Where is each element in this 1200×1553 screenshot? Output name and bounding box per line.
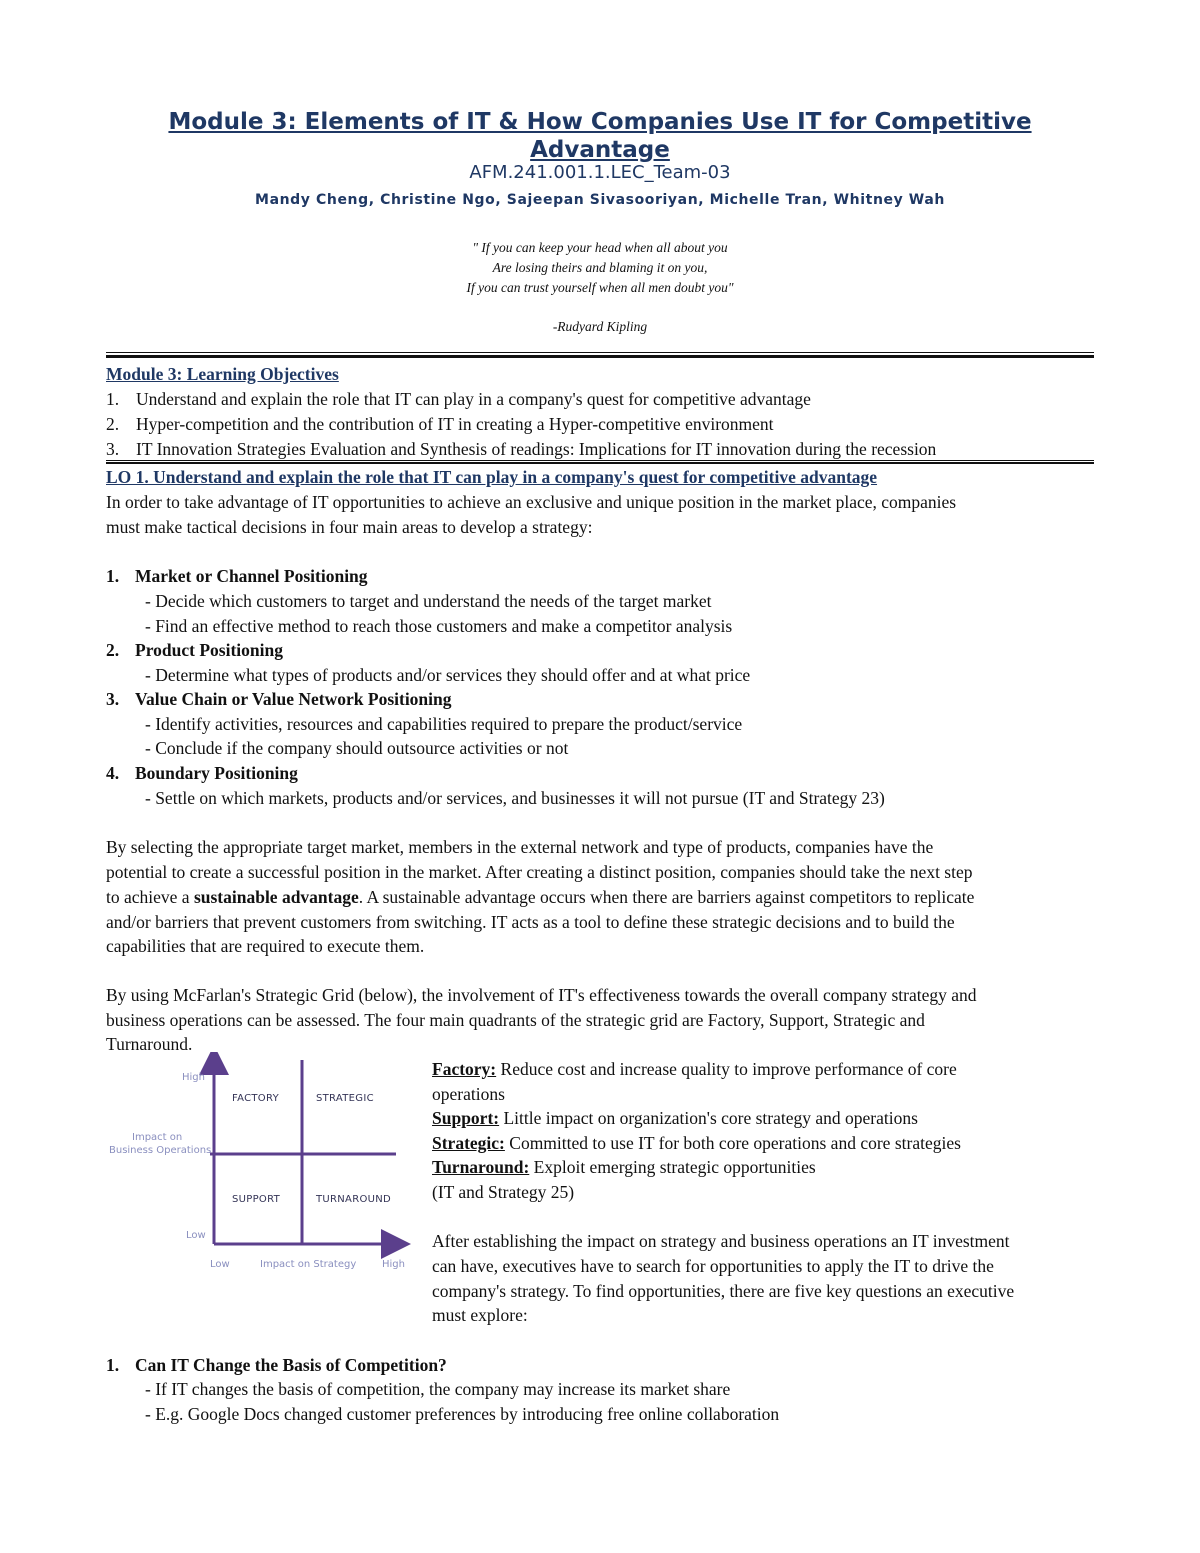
objective-item-3: IT Innovation Strategies Evaluation and Synthesis of readings: Implications for IT innovation during the recession [136, 439, 937, 459]
after-line-2: can have, executives have to search for opportunities to apply the IT to drive the [432, 1256, 994, 1276]
strategic-grid-axes [100, 1052, 420, 1282]
y-axis-label-1: Impact on [132, 1132, 183, 1143]
factory-text: Reduce cost and increase quality to improve performance of core [496, 1059, 957, 1079]
page-title-line-2: Advantage [530, 137, 670, 163]
quote-line-3: If you can trust yourself when all men doubt you" [466, 280, 734, 295]
quadrant-factory-label: FACTORY [232, 1093, 279, 1104]
para1-line-3-pre: to achieve a [106, 887, 194, 907]
para1-line-2: potential to create a successful position in the market. After creating a distinct position, companies should take the next step [106, 862, 973, 882]
para1-line-3 [106, 885, 974, 910]
after-line-4: must explore: [432, 1305, 528, 1325]
objective-number-1: 1. [106, 389, 120, 409]
objective-number-3: 3. [106, 439, 120, 459]
x-axis-label: Impact on Strategy [260, 1259, 357, 1270]
y-axis-label-2: Business Operations [109, 1145, 212, 1156]
turnaround-desc [432, 1155, 816, 1180]
factory-term: Factory: [432, 1059, 497, 1079]
para1-line-3-post: . A sustainable advantage occurs when there are barriers against competitors to replicate [358, 887, 975, 907]
para2-line-3: Turnaround. [106, 1034, 193, 1054]
para2-line-2: business operations can be assessed. The four main quadrants of the strategic grid are Factory, Support, Strategic and [106, 1010, 925, 1030]
after-line-1: After establishing the impact on strategy and business operations an IT investment [432, 1231, 1010, 1251]
question-1-point-2: - E.g. Google Docs changed customer preferences by introducing free online collaboration [145, 1404, 780, 1424]
area-number-1: 1. [106, 566, 120, 586]
quadrant-turnaround-label: TURNAROUND [316, 1194, 392, 1205]
area-3-point-1: - Identify activities, resources and capabilities required to prepare the product/service [145, 714, 743, 734]
area-2-point-1: - Determine what types of products and/or services they should offer and at what price [145, 665, 751, 685]
para1-line-5: capabilities that are required to execute them. [106, 936, 425, 956]
strategic-term: Strategic: [432, 1133, 505, 1153]
area-4-point-1: - Settle on which markets, products and/or services, and businesses it will not pursue (IT and Strategy 23) [145, 788, 885, 808]
quadrant-citation: (IT and Strategy 25) [432, 1182, 575, 1202]
divider-mid-thick [106, 462, 1094, 464]
quote-line-2: Are losing theirs and blaming it on you, [492, 260, 708, 275]
turnaround-text: Exploit emerging strategic opportunities [529, 1157, 816, 1177]
turnaround-term: Turnaround: [432, 1157, 530, 1177]
area-number-4: 4. [106, 763, 120, 783]
sustainable-advantage-term: sustainable advantage [193, 887, 359, 907]
lo1-intro-line-1: In order to take advantage of IT opportunities to achieve an exclusive and unique position in the market place, companies [106, 492, 957, 512]
strategic-grid-diagram [100, 1052, 420, 1282]
quote-line-1: " If you can keep your head when all about you [472, 240, 728, 255]
factory-desc-line-1 [432, 1057, 957, 1082]
quote-attribution: -Rudyard Kipling [552, 319, 648, 334]
area-number-3: 3. [106, 689, 120, 709]
author-list: Mandy Cheng, Christine Ngo, Sajeepan Sivasooriyan, Michelle Tran, Whitney Wah [255, 192, 945, 208]
y-high-label: High [182, 1072, 205, 1083]
after-line-3: company's strategy. To find opportunities, there are five key questions an executive [432, 1281, 1015, 1301]
strategic-desc [432, 1131, 961, 1156]
para1-line-4: and/or barriers that prevent customers from switching. IT acts as a tool to define these strategic decisions and to build the [106, 912, 955, 932]
divider-mid-thin [106, 460, 1094, 461]
page-title-line-1: Module 3: Elements of IT & How Companies Use IT for Competitive [168, 109, 1032, 135]
area-number-2: 2. [106, 640, 120, 660]
area-title-4: Boundary Positioning [135, 763, 298, 783]
question-number-1: 1. [106, 1355, 120, 1375]
divider-top-thin [106, 352, 1094, 353]
question-title-1: Can IT Change the Basis of Competition? [135, 1355, 447, 1375]
question-1-point-1: - If IT changes the basis of competition, the company may increase its market share [145, 1379, 731, 1399]
lo1-intro-line-2: must make tactical decisions in four main areas to develop a strategy: [106, 517, 593, 537]
support-desc [432, 1106, 918, 1131]
strategic-text: Committed to use IT for both core operations and core strategies [504, 1133, 961, 1153]
area-1-point-1: - Decide which customers to target and understand the needs of the target market [145, 591, 712, 611]
objective-number-2: 2. [106, 414, 120, 434]
para1-line-1: By selecting the appropriate target market, members in the external network and type of products, companies have the [106, 837, 934, 857]
quadrant-strategic-label: STRATEGIC [316, 1093, 374, 1104]
para2-line-1: By using McFarlan's Strategic Grid (below), the involvement of IT's effectiveness towards the overall company strategy and [106, 985, 977, 1005]
objective-item-1: Understand and explain the role that IT can play in a company's quest for competitive advantage [136, 389, 811, 409]
area-3-point-2: - Conclude if the company should outsource activities or not [145, 738, 569, 758]
area-title-2: Product Positioning [135, 640, 283, 660]
area-1-point-2: - Find an effective method to reach those customers and make a competitor analysis [145, 616, 733, 636]
area-title-3: Value Chain or Value Network Positioning [135, 689, 452, 709]
quadrant-support-label: SUPPORT [232, 1194, 281, 1205]
y-low-label: Low [186, 1230, 206, 1241]
objectives-heading: Module 3: Learning Objectives [106, 364, 339, 384]
area-title-1: Market or Channel Positioning [135, 566, 368, 586]
support-text: Little impact on organization's core strategy and operations [499, 1108, 918, 1128]
support-term: Support: [432, 1108, 500, 1128]
x-low-label: Low [210, 1259, 230, 1270]
lo1-heading: LO 1. Understand and explain the role that IT can play in a company's quest for competitive advantage [106, 467, 878, 487]
objective-item-2: Hyper-competition and the contribution of IT in creating a Hyper-competitive environment [136, 414, 774, 434]
x-high-label: High [382, 1259, 405, 1270]
factory-desc-line-2: operations [432, 1084, 505, 1104]
course-code: AFM.241.001.1.LEC_Team-03 [469, 162, 731, 183]
divider-top-thick [106, 355, 1094, 358]
